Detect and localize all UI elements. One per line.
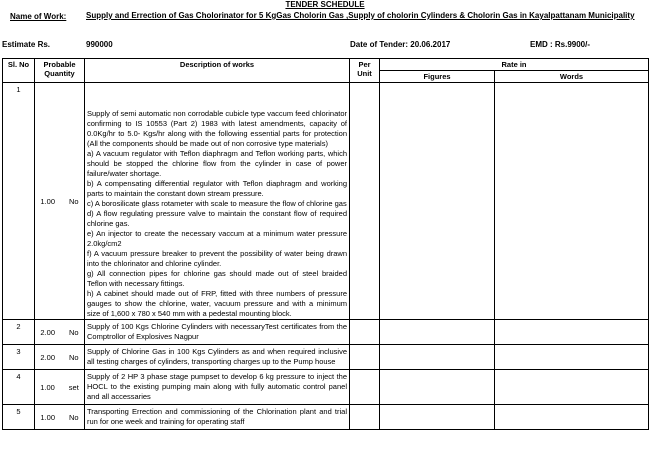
- figures-cell: [380, 320, 495, 345]
- name-of-work-label: Name of Work:: [10, 12, 67, 21]
- description-cell: [85, 405, 350, 430]
- figures-cell: [380, 405, 495, 430]
- description-cell: [85, 83, 350, 320]
- description-paragraph: e) An injector to create the necessary vaccum at a minimum water pressure 2.0kg/cm2: [87, 229, 347, 248]
- estimate-label: Estimate Rs.: [2, 40, 51, 49]
- words-cell: [495, 370, 649, 405]
- description-paragraph: c) A borosilicate glass rotameter with scale to measure the flow of chlorine gas: [87, 199, 347, 208]
- quantity-cell: [35, 370, 85, 405]
- header-figures: Figures: [380, 71, 495, 83]
- quantity-cell: [35, 83, 85, 320]
- sl-no-cell: 1: [3, 83, 35, 320]
- description-paragraph: a) A vacuum regulator with Teflon diaphragm and Teflon working parts, which should be stopped the chlorine flow from the cylinder in case of power failure/water shortage.: [87, 149, 347, 178]
- description-cell: [85, 345, 350, 370]
- quantity-cell: [35, 405, 85, 430]
- description-paragraph: Transporting Errection and commissioning of the Chlorination plant and trial run for one week and training for operating staff: [87, 407, 347, 426]
- table-row: [3, 83, 649, 320]
- date-of-tender: Date of Tender: 20.06.2017: [350, 40, 451, 49]
- table-row: [3, 405, 649, 430]
- sl-no-cell: 2: [3, 320, 35, 345]
- figures-cell: [380, 370, 495, 405]
- description-paragraph: Supply of 100 Kgs Chlorine Cylinders with necessaryTest certificates from the Comptrollor of Explosives Nagpur: [87, 322, 347, 341]
- description-paragraph: b) A compensating differential regulator with Teflon diaphragm and working parts to maintain the constant down stream pressure.: [87, 179, 347, 198]
- quantity-value: 2.00: [40, 352, 55, 362]
- words-cell: [495, 83, 649, 320]
- description-paragraph: f) A vacuum pressure breaker to prevent the possibility of water being drawn into the chlorinator and chlorine cylinder.: [87, 249, 347, 268]
- quantity-cell: [35, 320, 85, 345]
- words-cell: [495, 345, 649, 370]
- estimate-value: 990000: [86, 40, 113, 49]
- page-title: TENDER SCHEDULE: [285, 0, 365, 9]
- per-unit-cell: [350, 370, 380, 405]
- header-quantity: Probable Quantity: [35, 59, 85, 83]
- description-paragraph: Supply of semi automatic non corrodable cubicle type vaccum feed chlorinator confirming to IS 10553 (Part 2) 1983 with latest amendments, capacity of 0.0Kg/hr to 5.0- Kgs/hr along with the following essential parts for protection (All the components should be made out of non corrosive type materials): [87, 109, 347, 148]
- quantity-value: 1.00: [40, 412, 55, 422]
- quantity-cell: [35, 345, 85, 370]
- header-words: Words: [495, 71, 649, 83]
- emd-amount: EMD : Rs.9900/-: [530, 40, 591, 49]
- description-cell: [85, 370, 350, 405]
- figures-cell: [380, 345, 495, 370]
- header-sl-no: Sl. No: [3, 59, 35, 83]
- figures-cell: [380, 83, 495, 320]
- tender-table: [2, 58, 649, 430]
- quantity-value: 1.00: [40, 382, 55, 392]
- per-unit-cell: [350, 405, 380, 430]
- quantity-unit: No: [69, 327, 79, 337]
- per-unit-cell: [350, 320, 380, 345]
- table-row: [3, 370, 649, 405]
- description-paragraph: g) All connection pipes for chlorine gas should made out of steel braided Teflon with necessary fittings.: [87, 269, 347, 288]
- description-paragraph: d) A flow regulating pressure valve to maintain the constant flow of required chlorine gas.: [87, 209, 347, 228]
- words-cell: [495, 320, 649, 345]
- per-unit-cell: [350, 83, 380, 320]
- quantity-unit: No: [69, 352, 79, 362]
- quantity-unit: No: [69, 196, 79, 206]
- header-rate-in: Rate in: [380, 59, 649, 71]
- table-row: [3, 345, 649, 370]
- name-of-work-value: Supply and Errection of Gas Cholorinator for 5 KgGas Cholorin Gas ,Supply of cholorin Cylinders & Cholorin Gas in Kayalpattanam Municipality: [86, 11, 635, 20]
- quantity-value: 1.00: [40, 196, 55, 206]
- quantity-unit: set: [68, 382, 79, 392]
- sl-no-cell: 5: [3, 405, 35, 430]
- quantity-unit: No: [69, 412, 79, 422]
- header-per-unit: Per Unit: [350, 59, 380, 83]
- per-unit-cell: [350, 345, 380, 370]
- description-cell: [85, 320, 350, 345]
- description-paragraph: Supply of 2 HP 3 phase stage pumpset to develop 6 kg pressure to inject the HOCL to the existing pumping main along with fully automatic control panel and all accessaries: [87, 372, 347, 401]
- quantity-value: 2.00: [40, 327, 55, 337]
- sl-no-cell: 3: [3, 345, 35, 370]
- description-paragraph: Supply of Chlorine Gas in 100 Kgs Cylinders as and when required inclusive all testing charges of cylinders, transporting charges up to the Pump house: [87, 347, 347, 366]
- description-paragraph: h) A cabinet should made out of FRP, fitted with three numbers of pressure gauges to show the chlorine, water, vacuum pressure and with a minimum size of 1,600 x 780 x 540 mm with a pedestal mounting block.: [87, 289, 347, 318]
- sl-no-cell: 4: [3, 370, 35, 405]
- words-cell: [495, 405, 649, 430]
- header-description: Description of works: [85, 59, 350, 83]
- table-row: [3, 320, 649, 345]
